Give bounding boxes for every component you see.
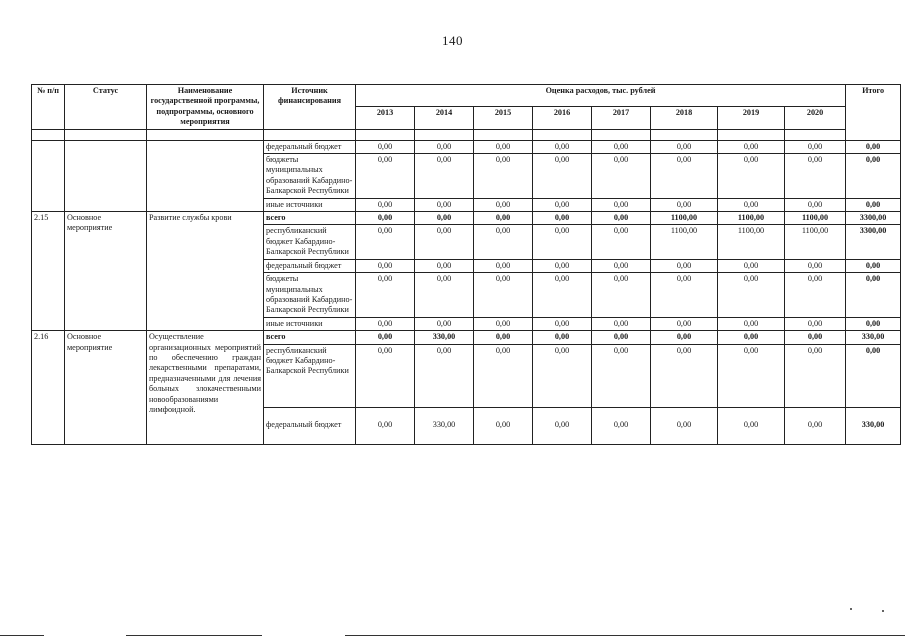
header-spacer-row [32,129,901,140]
value-cell: 0,00 [356,331,415,344]
total-cell: 0,00 [846,259,901,272]
value-cell: 0,00 [356,154,415,199]
value-cell: 0,00 [785,154,846,199]
value-cell: 0,00 [718,317,785,330]
value-cell: 0,00 [785,407,846,444]
row-name: Осуществление организационных мероприятий по обеспечению граждан лекарственными препаратами, предназначенными для лечения больных злокачественными новообразованиями лимфоидной. [147,331,264,444]
value-cell: 0,00 [474,225,533,259]
total-cell: 0,00 [846,140,901,153]
value-cell: 0,00 [651,259,718,272]
value-cell: 0,00 [785,317,846,330]
value-cell: 0,00 [356,225,415,259]
total-cell: 3300,00 [846,225,901,259]
value-cell: 0,00 [474,259,533,272]
value-cell: 0,00 [785,140,846,153]
value-cell: 0,00 [356,212,415,225]
source-cell: бюджеты муниципальных образований Кабардино-Балкарской Республики [264,154,356,199]
value-cell: 0,00 [651,154,718,199]
header-year: 2020 [785,107,846,129]
source-cell: иные источники [264,198,356,211]
value-cell: 0,00 [651,407,718,444]
total-cell: 0,00 [846,344,901,407]
value-cell: 0,00 [533,140,592,153]
value-cell: 1100,00 [718,225,785,259]
value-cell: 0,00 [356,259,415,272]
value-cell: 0,00 [415,225,474,259]
source-cell: всего [264,212,356,225]
value-cell: 0,00 [474,331,533,344]
value-cell: 0,00 [718,331,785,344]
value-cell: 0,00 [718,154,785,199]
value-cell: 1100,00 [785,225,846,259]
value-cell: 330,00 [415,331,474,344]
value-cell: 0,00 [474,344,533,407]
value-cell: 0,00 [785,344,846,407]
value-cell: 1100,00 [651,212,718,225]
value-cell: 0,00 [651,273,718,318]
value-cell: 0,00 [415,198,474,211]
footer-rule [0,635,44,636]
value-cell: 0,00 [592,273,651,318]
header-status: Статус [65,85,147,130]
value-cell: 0,00 [592,198,651,211]
value-cell: 0,00 [718,198,785,211]
value-cell: 0,00 [474,212,533,225]
total-cell: 330,00 [846,331,901,344]
value-cell: 0,00 [651,331,718,344]
value-cell: 0,00 [356,317,415,330]
header-year: 2017 [592,107,651,129]
row-num: 2.15 [32,212,65,331]
value-cell: 0,00 [415,154,474,199]
value-cell: 0,00 [533,317,592,330]
header-year: 2013 [356,107,415,129]
value-cell: 0,00 [592,154,651,199]
value-cell: 1100,00 [718,212,785,225]
value-cell: 0,00 [592,225,651,259]
source-cell: иные источники [264,317,356,330]
value-cell: 0,00 [474,198,533,211]
total-cell: 0,00 [846,154,901,199]
value-cell: 0,00 [356,273,415,318]
row-status: Основное мероприятие [65,331,147,444]
source-cell: всего [264,331,356,344]
value-cell: 0,00 [592,407,651,444]
value-cell: 0,00 [474,317,533,330]
value-cell: 0,00 [592,259,651,272]
table-row [32,140,901,153]
value-cell: 0,00 [533,225,592,259]
header-estimate: Оценка расходов, тыс. рублей [356,85,846,107]
value-cell: 0,00 [785,259,846,272]
source-cell: федеральный бюджет [264,140,356,153]
value-cell: 0,00 [533,331,592,344]
value-cell: 0,00 [474,273,533,318]
value-cell: 0,00 [474,140,533,153]
total-cell: 0,00 [846,317,901,330]
total-cell: 0,00 [846,273,901,318]
source-cell: республиканский бюджет Кабардино-Балкарской Республики [264,225,356,259]
value-cell: 0,00 [474,154,533,199]
header-year: 2018 [651,107,718,129]
header-row [32,85,901,107]
value-cell: 0,00 [651,344,718,407]
value-cell: 0,00 [785,331,846,344]
value-cell: 1100,00 [785,212,846,225]
value-cell: 0,00 [356,344,415,407]
value-cell: 0,00 [718,140,785,153]
value-cell: 0,00 [415,259,474,272]
header-year: 2014 [415,107,474,129]
header-year: 2015 [474,107,533,129]
value-cell: 0,00 [533,198,592,211]
budget-table [31,84,901,445]
source-cell: республиканский бюджет Кабардино-Балкарской Республики [264,344,356,407]
value-cell: 0,00 [533,273,592,318]
header-name: Наименование государственной программы, подпрограммы, основного мероприятия [147,85,264,130]
value-cell: 0,00 [415,273,474,318]
value-cell: 0,00 [718,344,785,407]
row-name: Развитие службы крови [147,212,264,331]
table-row [32,331,901,344]
value-cell: 0,00 [415,140,474,153]
table-row [32,212,901,225]
total-cell: 0,00 [846,198,901,211]
value-cell: 0,00 [533,259,592,272]
value-cell: 0,00 [356,140,415,153]
value-cell: 0,00 [415,344,474,407]
value-cell: 0,00 [592,344,651,407]
value-cell: 0,00 [533,407,592,444]
value-cell: 0,00 [651,140,718,153]
value-cell: 0,00 [356,198,415,211]
value-cell: 0,00 [592,212,651,225]
footer-rule [126,635,262,636]
row-num: 2.16 [32,331,65,444]
total-cell: 330,00 [846,407,901,444]
value-cell: 0,00 [785,273,846,318]
value-cell: 0,00 [533,212,592,225]
source-cell: федеральный бюджет [264,407,356,444]
row-status: Основное мероприятие [65,212,147,331]
footer-rule [345,635,905,636]
header-total: Итого [846,85,901,141]
header-source: Источник финансирования [264,85,356,130]
value-cell: 0,00 [356,407,415,444]
value-cell: 0,00 [415,317,474,330]
value-cell: 0,00 [785,198,846,211]
value-cell: 0,00 [533,154,592,199]
value-cell: 0,00 [474,407,533,444]
value-cell: 0,00 [718,273,785,318]
value-cell: 0,00 [592,317,651,330]
value-cell: 0,00 [592,140,651,153]
value-cell: 0,00 [651,198,718,211]
value-cell: 0,00 [533,344,592,407]
header-num: № п/п [32,85,65,130]
value-cell: 0,00 [718,407,785,444]
value-cell: 0,00 [592,331,651,344]
page-number: 140 [442,33,463,48]
source-cell: федеральный бюджет [264,259,356,272]
header-year: 2019 [718,107,785,129]
total-cell: 3300,00 [846,212,901,225]
value-cell: 1100,00 [651,225,718,259]
value-cell: 0,00 [415,212,474,225]
value-cell: 330,00 [415,407,474,444]
scan-speck [882,610,884,612]
header-year: 2016 [533,107,592,129]
value-cell: 0,00 [651,317,718,330]
scan-speck [850,608,852,610]
source-cell: бюджеты муниципальных образований Кабардино-Балкарской Республики [264,273,356,318]
value-cell: 0,00 [718,259,785,272]
